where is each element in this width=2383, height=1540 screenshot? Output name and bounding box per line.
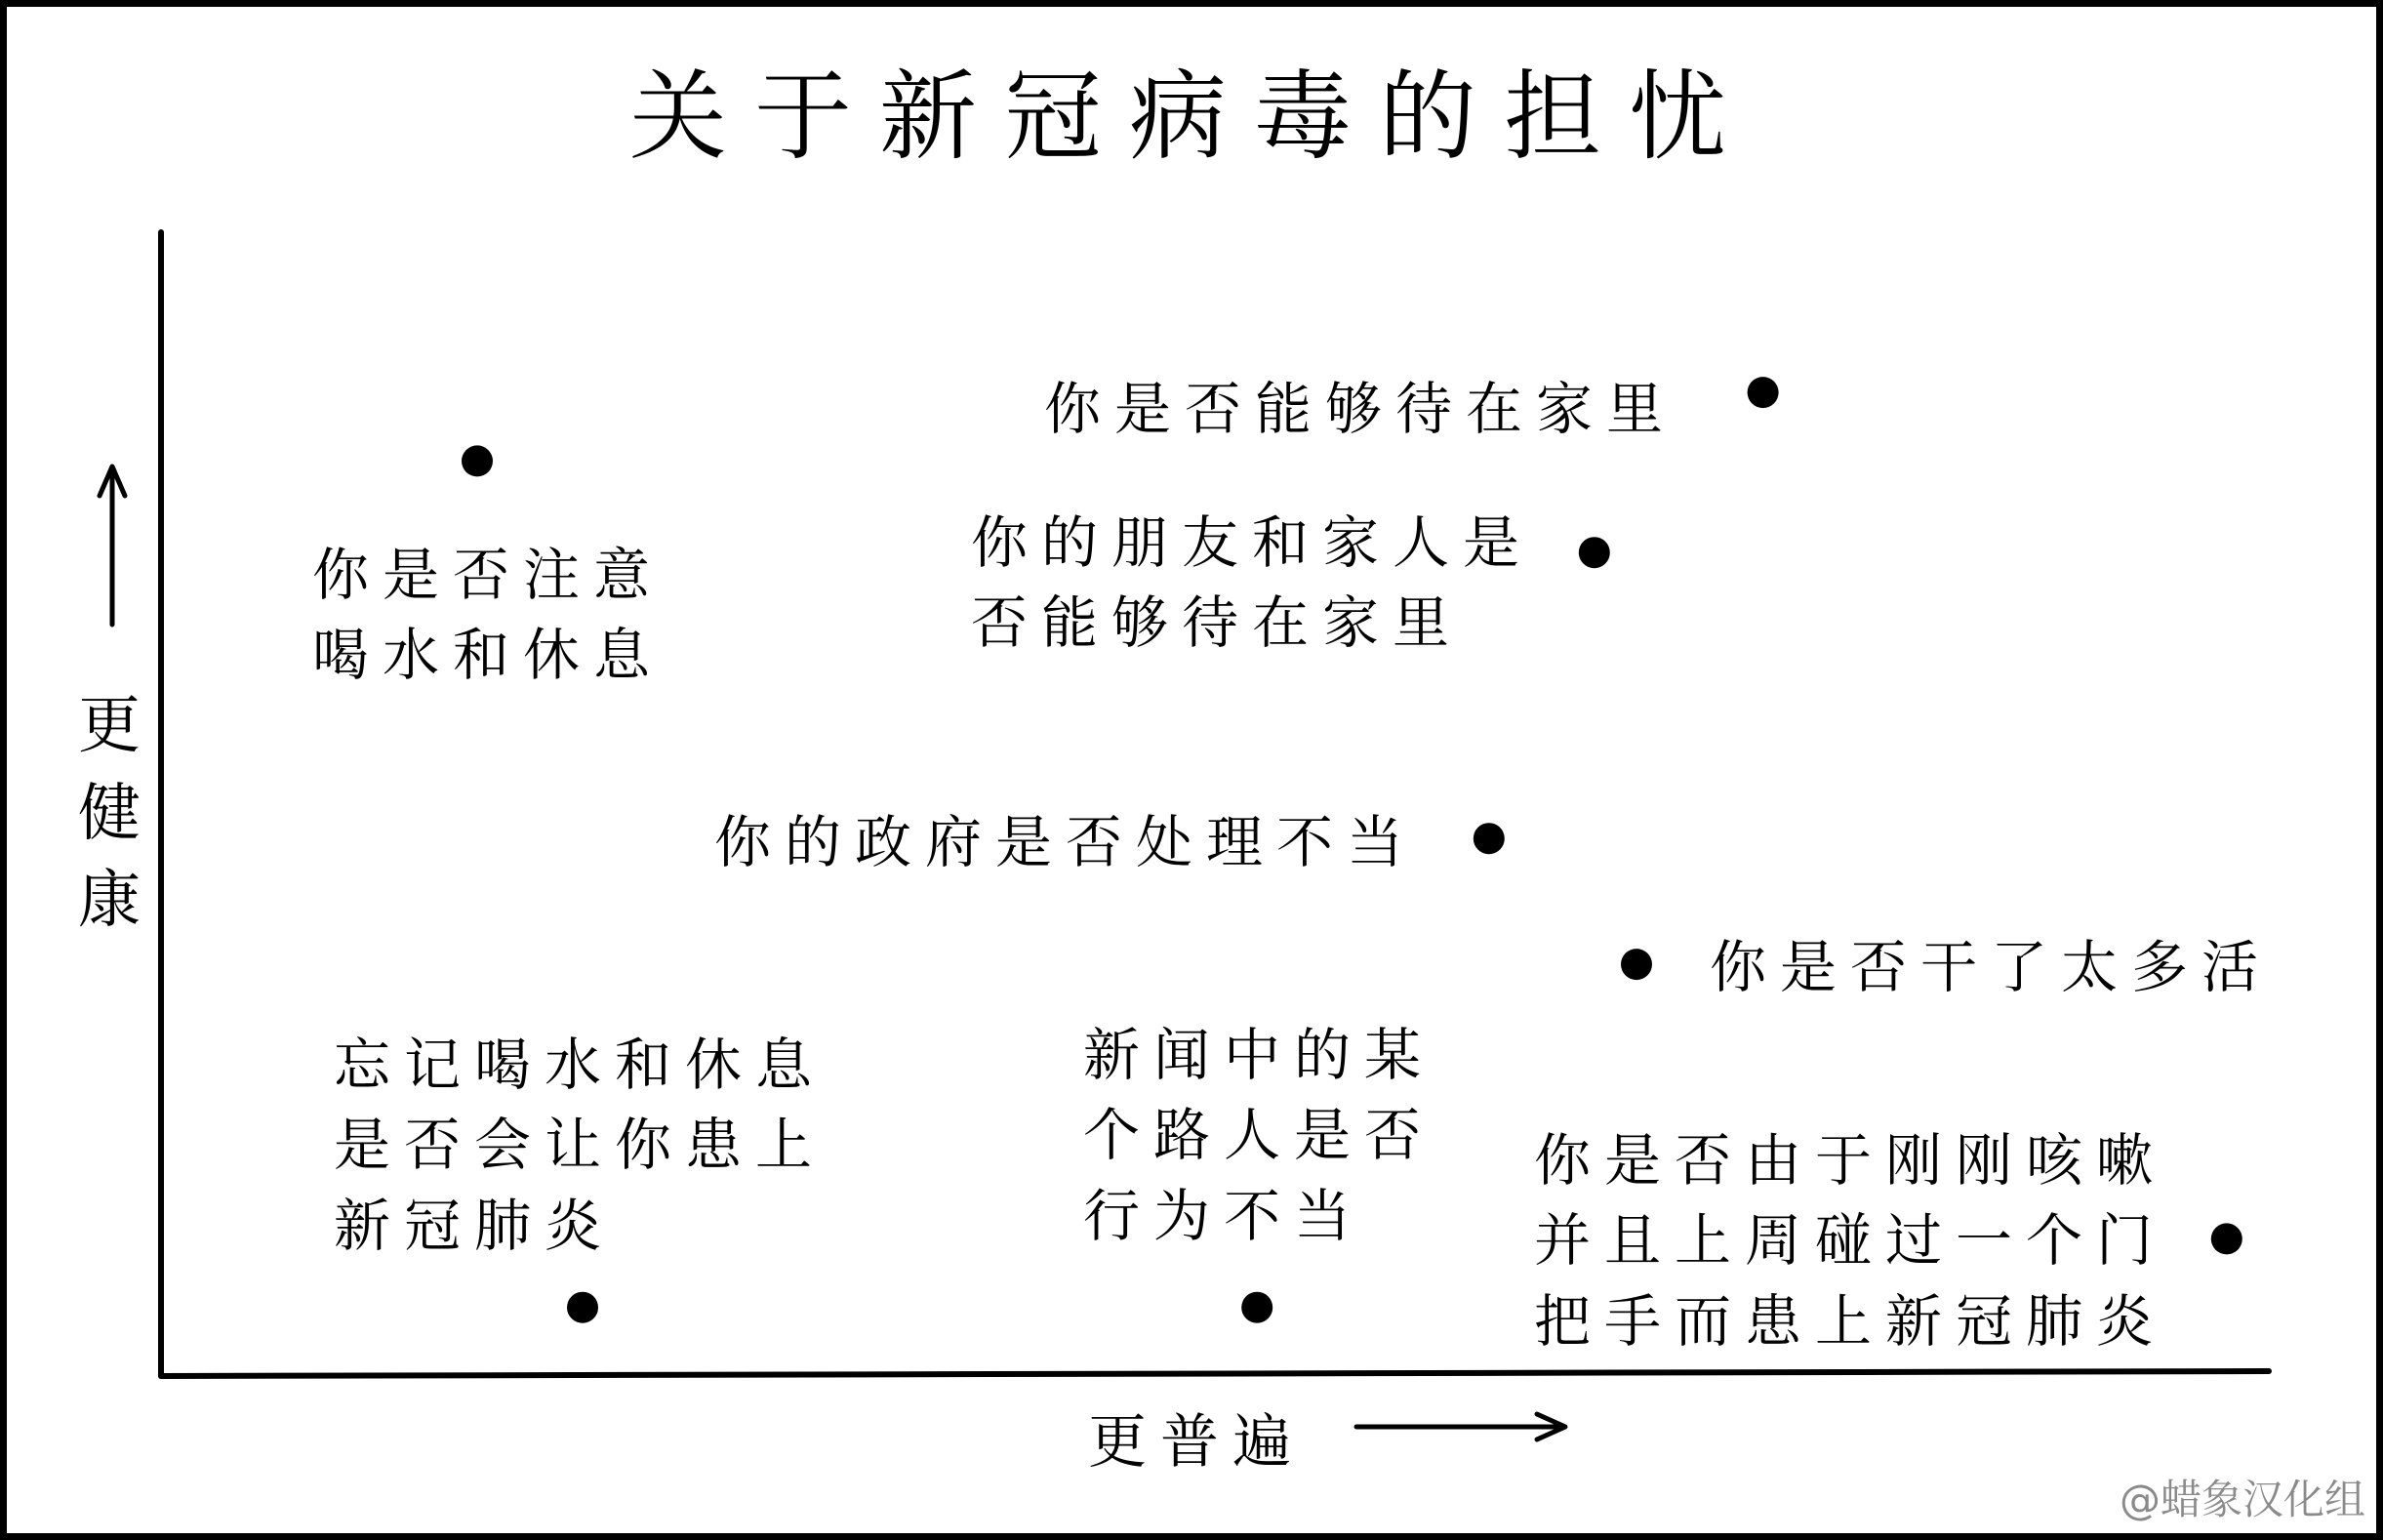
watermark: @蜡象汉化组 — [2119, 1476, 2365, 1523]
point-label: 你的政府是否处理不当 — [714, 809, 1418, 875]
data-point — [1621, 949, 1652, 980]
point-label: 你是否注意喝水和休息 — [312, 542, 665, 689]
point-label: 你是否由于刚刚咳嗽并且上周碰过一个门把手而患上新冠肺炎 — [1534, 1127, 2167, 1355]
y-axis-arrow — [100, 466, 125, 625]
point-label: 你是否能够待在家里 — [1044, 376, 1677, 442]
data-point — [1748, 377, 1779, 408]
x-axis-line — [161, 1371, 2269, 1376]
y-axis-label: 更健康 — [78, 690, 141, 938]
data-point — [462, 445, 493, 476]
point-label: 你的朋友和家人是否能够待在家里 — [971, 509, 1534, 657]
point-label: 新闻中的某个路人是否行为不当 — [1083, 1022, 1435, 1249]
x-axis-label: 更普遍 — [1088, 1408, 1305, 1477]
data-point — [1241, 1292, 1272, 1323]
chart-title: 关于新冠病毒的担忧 — [629, 60, 1754, 174]
data-point — [1579, 537, 1610, 568]
point-label: 忘记喝水和休息是否会让你患上新冠肺炎 — [334, 1032, 827, 1259]
data-point — [567, 1292, 598, 1323]
x-axis-arrow — [1356, 1414, 1565, 1439]
point-label: 你是否干了太多活 — [1710, 934, 2273, 1000]
